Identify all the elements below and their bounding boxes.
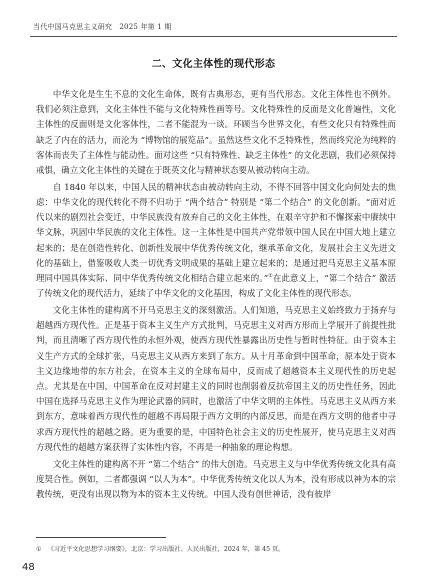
section-heading: 二、文化主体性的现代形态 xyxy=(151,59,276,70)
paragraph-2 xyxy=(36,180,396,302)
footnote-reference[interactable]: ① xyxy=(268,273,273,280)
footnote-marker: ① xyxy=(36,546,42,553)
footnote-divider xyxy=(36,537,166,538)
paragraph-1 xyxy=(36,87,396,178)
paragraph-3 xyxy=(36,303,396,455)
footnote-text: 《习近平文化思想学习纲要》，北京：学习出版社、人民出版社，2024 年，第 45 页。 xyxy=(47,546,285,553)
paragraph-4 xyxy=(36,457,396,503)
article-body xyxy=(36,87,396,502)
footnote xyxy=(36,545,396,554)
running-header: 当代中国马克思主义研究 2025 年第 1 期 xyxy=(33,23,172,31)
header-divider xyxy=(30,36,397,37)
paragraph-3-text: 文化主体性的建构离不开马克思主义的深刻激活。人们知道，马克思主义始终致力于扬弃与超越西方现代性。正是基于资本主义生产方式批判，马克思主义对西方形而上学展开了前提性批判，而且清晰了西方现代性的永恒外观，使西方现代性暴露出历史性与暂时性特征。由于资本主义生产方式的全球扩张，马克思主义从西方来到了东方。从十月革命到中国革命，原本处于资本主义边缘地带的东方社会，在资本主义的全球布局中，反而成了超越资本主义现代性的历史起点。尤其是在中国，中国革命在反对封建主义的同时也削弱着反抗帝国主义的历史性任务，因此中国在选择马克思主义作为理论武器的同时，也激活了中华文明的主体性。马克思主义从西方来到东方，意味着西方现代性的超越不再局限于西方文明的内部反思，而是在西方文明的他者中寻求西方现代性的超越之路。更为重要的是，中国特色社会主义的历史性展开，使马克思主义对西方现代性的超越方案获得了实体性内容，不再是一种抽象的理论构想。 xyxy=(36,305,396,452)
page-number: 48 xyxy=(22,562,35,573)
paragraph-2-tail: 在此意义上，“第二个结合” 激活了传统文化的现代活力，延续了中华文化的文化基因，构成了文化主体性的现代形态。 xyxy=(36,273,397,299)
paragraph-4-text: 文化主体性的建构离不开 “第二个结合” 的伟大创造。马克思主义与中华优秀传统文化具有高度契合性。例如，二者都强调 “以人为本”。中华优秀传统文化以人为本，没有形成以神为本的宗教传统，更没有出现以物为本的资本主义传统。中国人没有创世神话，没有彼岸 xyxy=(36,458,396,500)
paragraph-1-text: 中华文化是生生不息的文化生命体，既有古典形态，更有当代形态。文化主体性也不例外。我们必须注意到，文化主体性不能与文化特殊性画等号。文化特殊性的反面是文化普遍性，文化主体性的反面则是文化客体性，二者不能混为一谈。环顾当今世界文化，有些文化只有特殊性而缺乏了内在的活力，而沦为 “博物馆的展览品”。虽然这些文化不乏特殊性，然而终究沦为纯粹的客体而丧失了主体性与能动性。面对这些 “只有特殊性、缺乏主体性” 的文化悲剧，我们必须保持戒惧，确立文化主体性的关键在于既英文化与精神状态要从被动转向主动。 xyxy=(36,89,396,176)
paragraph-2-text: 自 1840 年以来，中国人民的精神状态由被动转向主动，不得不回答中国文化向何处去的焦虑：中华文化的现代转化不得不归功于 “两个结合” 特别是 “第二个结合” 的文化创新。“面对近代以来的剧烈社会变迁，中华民族没有放弃自己的文化主体性，在艰辛守护和不懈探索中赓续中华文脉，巩固中华民族的文化主体性。这一主体性是中国共产党带领中国人民在中国大地上建立起来的；是在创造性转化、创新性发展中华优秀传统文化，继承革命文化，发展社会主义先进文化的基础上，借鉴吸收人类一切优秀文明成果的基础上建立起来的；是通过把马克思主义基本原理同中国具体实际、同中华优秀传统文化相结合建立起来的。” xyxy=(36,181,396,284)
